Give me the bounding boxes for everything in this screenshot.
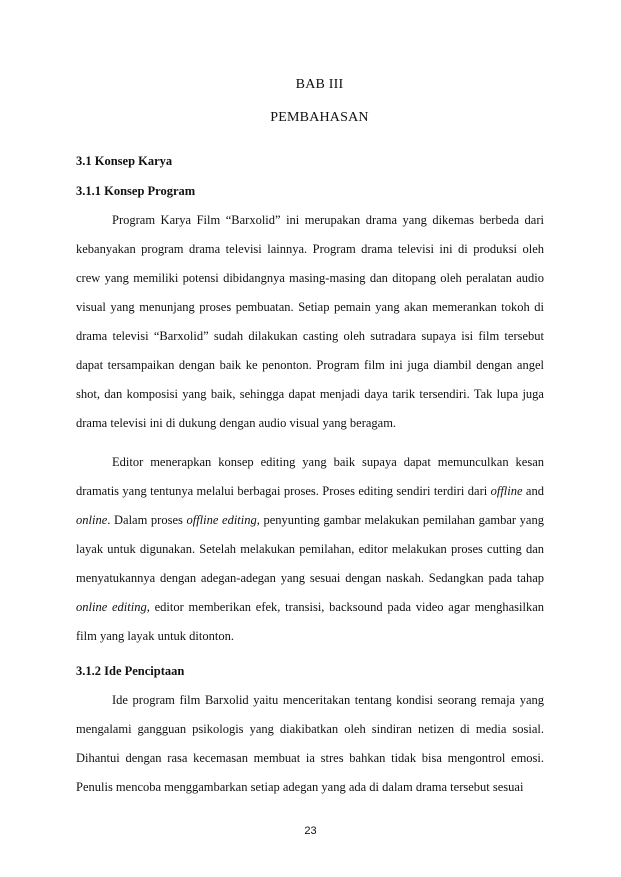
page-number: 23: [304, 825, 317, 837]
paragraph-text: . Dalam proses: [107, 513, 187, 527]
paragraph-konsep-program-2: [76, 448, 544, 651]
paragraph-text: Editor menerapkan konsep editing yang baik supaya dapat memunculkan kesan dramatis yang tentunya melalui berbagai proses. Proses editing sendiri terdiri dari: [76, 455, 544, 498]
italic-term-online-editing: online editing: [76, 600, 147, 614]
italic-term-offline-editing: offline editing: [186, 513, 257, 527]
paragraph-konsep-program-1: [76, 206, 544, 438]
paragraph-ide-penciptaan-1: [76, 686, 544, 802]
paragraph-text: , penyunting gambar melakukan pemilahan gambar yang layak untuk digunakan. Setelah melakukan pemilahan, editor melakukan proses cutting dan menyatukannya dengan adegan-adegan yang sesuai dengan naskah. Sedangkan pada tahap: [76, 513, 544, 585]
paragraph-text: and: [522, 484, 544, 498]
chapter-title: PEMBAHASAN: [270, 110, 369, 125]
italic-term-online: online: [76, 513, 108, 527]
paragraph-text: , editor memberikan efek, transisi, backsound pada video agar menghasilkan film yang layak untuk ditonton.: [76, 600, 544, 643]
chapter-number: BAB III: [295, 77, 344, 92]
paragraph-text: Ide program film Barxolid yaitu menceritakan tentang kondisi seorang remaja yang mengalami gangguan psikologis yang diakibatkan oleh sindiran netizen di media sosial. Dihantui dengan rasa kecemasan membuat ia stres bahkan tidak bisa mengontrol emosi. Penulis mencoba menggambarkan setiap adegan yang ada di dalam drama tersebut sesuai: [76, 693, 544, 794]
section-heading-ide-penciptaan: 3.1.2 Ide Penciptaan: [76, 664, 185, 678]
paragraph-text: Program Karya Film “Barxolid” ini merupakan drama yang dikemas berbeda dari kebanyakan program drama televisi lainnya. Program drama televisi ini di produksi oleh crew yang memiliki potensi dibidangnya masing-masing dan ditopang oleh peralatan audio visual yang menunjang proses pembuatan. Setiap pemain yang akan memerankan tokoh di drama televisi “Barxolid” sudah dilakukan casting oleh sutradara supaya isi film tersebut dapat tersampaikan dengan baik ke penonton. Program film ini juga diambil dengan angel shot, dan komposisi yang baik, sehingga dapat menjadi daya tarik tersendiri. Tak lupa juga drama televisi ini di dukung dengan audio visual yang beragam.: [76, 213, 544, 430]
italic-term-offline: offline: [490, 484, 523, 498]
section-heading-konsep-karya: 3.1 Konsep Karya: [76, 154, 173, 168]
section-heading-konsep-program: 3.1.1 Konsep Program: [76, 184, 196, 198]
